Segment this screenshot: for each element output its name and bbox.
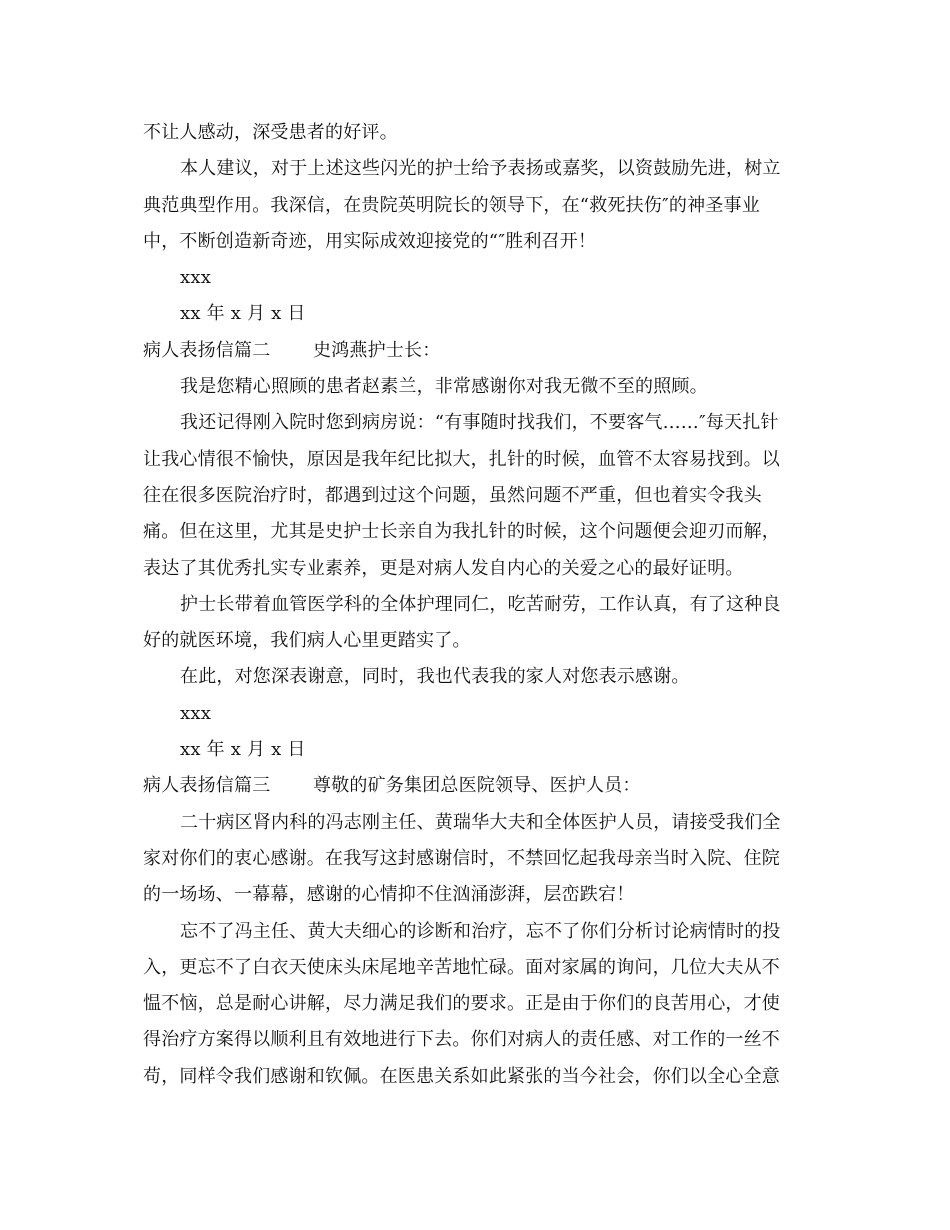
text-line: 愠不恼，总是耐心讲解，尽力满足我们的要求。正是由于你们的良苦用心，才使	[143, 993, 780, 1015]
letter-body	[143, 115, 808, 1095]
text-line: 本人建议，对于上述这些闪光的护士给予表扬或嘉奖，以资鼓励先进，树立	[180, 158, 781, 180]
signature: xxx	[180, 267, 212, 289]
text-line: 苟，同样令我们感谢和钦佩。在医患关系如此紧张的当今社会，你们以全心全意	[143, 1065, 780, 1087]
text-line: 往在很多医院治疗时，都遇到过这个问题，虽然问题不严重，但也着实令我头	[143, 484, 762, 506]
letter-title: 病人表扬信篇三	[143, 775, 271, 797]
text-line: 家对你们的衷心感谢。在我写这封感谢信时，不禁回忆起我母亲当时入院、住院	[143, 847, 780, 869]
text-line: 在此，对您深表谢意，同时，我也代表我的家人对您表示感谢。	[180, 666, 690, 688]
text-line: 让我心情很不愉快，原因是我年纪比拟大，扎针的时候，血管不太容易找到。以	[143, 448, 780, 470]
salutation: 史鸿燕护士长：	[313, 339, 441, 361]
text-line: 入，更忘不了白衣天使床头床尾地辛苦地忙碌。面对家属的询问，几位大夫从不	[143, 956, 780, 978]
signature: xxx	[180, 702, 212, 724]
letter-heading	[143, 333, 808, 369]
date: xx 年 x 月 x 日	[180, 739, 306, 761]
text-line: 痛。但在这里，尤其是史护士长亲自为我扎针的时候，这个问题便会迎刃而解，	[143, 521, 780, 543]
text-line: 得治疗方案得以顺利且有效地进行下去。你们对病人的责任感、对工作的一丝不	[143, 1029, 780, 1051]
text-line: 不让人感动，深受患者的好评。	[143, 122, 398, 143]
text-line: 我是您精心照顾的患者赵素兰，非常感谢你对我无微不至的照顾。	[180, 376, 708, 398]
letter-heading	[143, 768, 808, 804]
letter-title: 病人表扬信篇二	[143, 339, 271, 361]
text-line: 中，不断创造新奇迹，用实际成效迎接党的“″胜利召开！	[143, 230, 597, 252]
text-line: 表达了其优秀扎实专业素养，更是对病人发自内心的关爱之心的最好证明。	[143, 557, 744, 579]
text-line: 我还记得刚入院时您到病房说：“有事随时找我们，不要客气……″每天扎针	[180, 412, 779, 434]
text-line: 好的就医环境，我们病人心里更踏实了。	[143, 630, 471, 652]
text-line: 忘不了冯主任、黄大夫细心的诊断和治疗，忘不了你们分析讨论病情时的投	[180, 920, 781, 942]
text-line: 护士长带着血管医学科的全体护理同仁，吃苦耐劳，工作认真，有了这种良	[180, 593, 781, 615]
text-line: 典范典型作用。我深信，在贵院英明院长的领导下，在“救死扶伤″的神圣事业	[143, 194, 760, 216]
salutation: 尊敬的矿务集团总医院领导、医护人员：	[313, 775, 641, 797]
text-line: 二十病区肾内科的冯志刚主任、黄瑞华大夫和全体医护人员，请接受我们全	[180, 811, 781, 833]
text-line: 的一场场、一幕幕，感谢的心情抑不住汹涌澎湃，层峦跌宕！	[143, 884, 635, 906]
date: xx 年 x 月 x 日	[180, 303, 306, 325]
